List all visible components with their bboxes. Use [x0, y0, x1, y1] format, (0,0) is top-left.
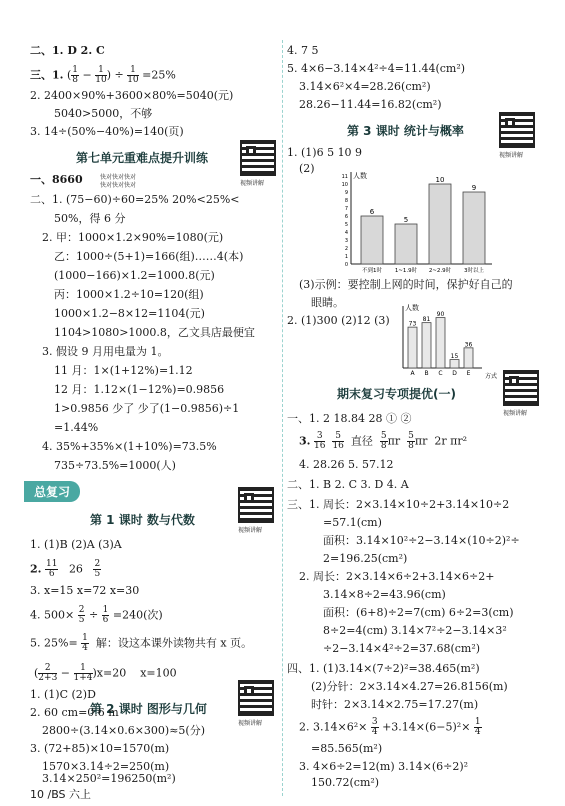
answer-line: 二、1. D 2. C	[30, 44, 105, 57]
answer-line: 面积：3.14×10²÷2−3.14×(10÷2)²÷	[323, 534, 520, 547]
chart-bar	[464, 348, 473, 368]
answer-line: 1. (1)B (2)A (3)A	[30, 538, 122, 551]
answer-line: 735÷73.5%=1000(人)	[54, 459, 176, 472]
answer-line: 面积：(6+8)÷2=7(cm) 6÷2=3(cm)	[323, 606, 514, 619]
page-footer: 10 /BS 六上	[30, 788, 92, 801]
x-tick-label: B	[424, 370, 429, 377]
answer-line: 二、1. B 2. C 3. D 4. A	[287, 478, 409, 491]
answer-line: 3. 14÷(50%−40%)=140(页)	[30, 125, 184, 138]
x-tick-label: 不到1时	[362, 268, 382, 274]
y-tick-label: 3	[344, 238, 348, 244]
answer-line: 4. 7 5	[287, 44, 319, 57]
answer-line: 5. 4×6−3.14×4²÷4=11.44(cm²)	[287, 62, 466, 75]
answer-line: =57.1(cm)	[323, 516, 382, 529]
bar-value-label: 6	[369, 208, 375, 216]
answer-line: =85.565(m²)	[311, 742, 383, 755]
answer-line: 2. $\frac{11}{6}$ 26 $\frac{2}{5}$	[30, 559, 101, 579]
bar-value-label: 73	[408, 320, 417, 328]
answer-line: 2. 甲：1000×1.2×90%=1080(元)	[42, 231, 224, 244]
bar-chart-hours	[337, 168, 497, 278]
answer-line: 2800÷(3.14×0.6×300)≈5(分)	[42, 724, 206, 737]
column-divider	[282, 40, 283, 796]
answer-line: 三、1. 周长：2×3.14×10÷2+3.14×10÷2	[287, 498, 510, 511]
bar-value-label: 9	[471, 184, 477, 192]
qr-code-icon[interactable]	[499, 112, 535, 148]
y-tick-label: 9	[344, 190, 348, 196]
y-tick-label: 8	[344, 198, 348, 204]
fraction: $\frac{1}{4}$	[474, 717, 481, 737]
fraction: $\frac{1}{10}$	[127, 65, 139, 85]
x-tick-label: 1~1.9时	[394, 268, 418, 274]
answer-line: 3. $\frac{3}{16}$ $\frac{5}{16}$ 直径 $\frac{5}{8}$ πr $\frac{5}{8}$ πr 2r πr²	[299, 431, 468, 451]
chart-bar	[450, 360, 459, 368]
answer-line: (3)示例：要控制上网的时间，保护好自己的	[299, 278, 513, 291]
y-tick-label: 11	[341, 174, 348, 180]
answer-line: 1570×3.14÷2=250(m)	[42, 760, 170, 773]
fraction: $\frac{1}{6}$	[102, 605, 109, 625]
y-tick-label: 1	[344, 254, 348, 260]
answer-line: =1.44%	[54, 421, 99, 434]
answer-line: (1000−166)×1.2=1000.8(元)	[54, 269, 215, 282]
answer-line: 50%，得 6 分	[54, 212, 126, 225]
qr-code-icon[interactable]	[240, 140, 276, 176]
bar-value-label: 5	[403, 216, 409, 224]
answer-line: 3. (72+85)×10=1570(m)	[30, 742, 170, 755]
answer-line: 4. 500× $\frac{2}{5}$ ÷ $\frac{1}{6}$ =240(次)	[30, 605, 163, 625]
section-title: 期末复习专项提优(一)	[337, 387, 456, 401]
answer-line: 5040>5000，不够	[54, 107, 153, 120]
answer-line: 2. 3.14×6²× $\frac{3}{4}$ +3.14×(6−5)²× $\frac{1}{4}$	[299, 717, 481, 737]
answer-line: 1000×1.2−8×12=1104(元)	[54, 307, 205, 320]
answer-line: ÷2−3.14×4²÷2=37.68(cm²)	[323, 642, 481, 655]
fraction: $\frac{1}{8}$	[72, 65, 79, 85]
chart-ylabel: 人数	[405, 304, 419, 312]
y-tick-label: 0	[344, 262, 348, 268]
watermark-text: 快对快对快对	[100, 174, 137, 181]
section-title: 第 1 课时 数与代数	[90, 513, 195, 527]
x-tick-label: 2~2.9时	[428, 268, 452, 274]
fraction: $\frac{1}{10}$	[95, 65, 107, 85]
answer-line: 1. (1)6 5 10 9	[287, 146, 363, 159]
y-tick-label: 6	[344, 214, 348, 220]
section-title: 第 3 课时 统计与概率	[347, 124, 464, 138]
answer-line: 8÷2=4(cm) 3.14×7²÷2−3.14×3²	[323, 624, 507, 637]
bar-value-label: 81	[422, 316, 431, 324]
y-tick-label: 5	[344, 222, 348, 228]
y-tick-label: 10	[341, 182, 348, 188]
fraction: $\frac{1}{1+4}$	[73, 663, 93, 683]
qr-code-icon[interactable]	[238, 680, 274, 716]
bar-value-label: 90	[436, 311, 445, 319]
qr-caption: 视频讲解	[499, 152, 524, 159]
chart-bar	[408, 327, 417, 368]
fraction: $\frac{2}{5}$	[94, 559, 101, 579]
answer-line: 1. (1)C (2)D	[30, 688, 96, 701]
fraction: $\frac{5}{8}$	[380, 431, 387, 451]
answer-line: 1>0.9856 少了 少了(1−0.9856)÷1	[54, 402, 240, 415]
answer-line: 3.14×8÷2=43.96(cm)	[323, 588, 446, 601]
answer-line: (2)	[299, 162, 315, 175]
answer-line: 4. 28.26 5. 57.12	[299, 458, 394, 471]
answer-line: 二、1. (75−60)÷60=25% 20%<25%<	[30, 193, 240, 206]
qr-code-icon[interactable]	[238, 487, 274, 523]
answer-line: 11 月：1×(1+12%)=1.12	[54, 364, 193, 377]
chart-bar	[422, 323, 431, 368]
fraction: $\frac{11}{6}$	[45, 559, 58, 579]
qr-code-icon[interactable]	[503, 370, 539, 406]
qr-caption: 视频讲解	[238, 720, 263, 727]
answer-line: 丙：1000×1.2÷10=120(组)	[54, 288, 204, 301]
answer-line: 2=196.25(cm²)	[323, 552, 408, 565]
fraction: $\frac{5}{16}$	[332, 431, 344, 451]
answer-line: 1104>1080>1000.8，乙文具店最便宜	[54, 326, 255, 339]
x-tick-label: D	[452, 370, 457, 377]
answer-line: 2. 周长：2×3.14×6÷2+3.14×6÷2+	[299, 570, 495, 583]
answer-line: 眼睛。	[311, 296, 344, 309]
fraction: $\frac{3}{4}$	[371, 717, 378, 737]
answer-line: 28.26−11.44=16.82(cm²)	[299, 98, 442, 111]
answer-line: 时针：2×3.14×2.75=17.27(m)	[311, 698, 479, 711]
x-tick-label: E	[466, 370, 471, 377]
fraction: $\frac{5}{8}$	[408, 431, 414, 451]
answer-line: (2)分针：2×3.14×4.27=26.8156(m)	[311, 680, 508, 693]
y-tick-label: 7	[344, 206, 348, 212]
x-tick-label: 3时以上	[464, 268, 484, 274]
answer-line: 150.72(cm²)	[311, 776, 380, 789]
section-title: 第七单元重难点提升训练	[76, 151, 209, 165]
answer-line: 3.14×250²=196250(m²)	[42, 772, 176, 785]
answer-line: 2. (1)300 (2)12 (3)	[287, 314, 390, 327]
answer-line: 四、1. (1)3.14×(7÷2)²=38.465(m²)	[287, 662, 480, 675]
chart-bar	[429, 184, 451, 264]
section-title: 第 2 课时 图形与几何	[90, 702, 207, 716]
fraction: $\frac{1}{4}$	[82, 633, 88, 653]
answer-line: 3.14×6²×4=28.26(cm²)	[299, 80, 431, 93]
x-tick-label: A	[410, 370, 415, 377]
bar-chart-methods	[397, 300, 507, 380]
answer-line: 12 月：1.12×(1−12%)=0.9856	[54, 383, 225, 396]
answer-line: 4. 35%+35%×(1+10%)=73.5%	[42, 440, 217, 453]
answer-line: 3. x=15 x=72 x=30	[30, 584, 140, 597]
answer-line: 2. 2400×90%+3600×80%=5040(元)	[30, 89, 234, 102]
x-tick-label: C	[438, 370, 443, 377]
y-tick-label: 2	[344, 246, 348, 252]
answer-line: 3. 假设 9 月用电量为 1。	[42, 345, 169, 358]
fraction: $\frac{3}{16}$	[313, 431, 326, 451]
chart-bar	[436, 318, 445, 368]
answer-line: 2. 60 cm=0.6 m	[30, 706, 119, 719]
chart-ylabel: 人数	[353, 172, 367, 180]
chart-bar	[395, 224, 417, 264]
answer-line: 三、1. ( $\frac{1}{8}$ − $\frac{1}{10}$ ) ÷ $\frac{1}{10}$ =25%	[30, 65, 176, 85]
watermark-text: 快对快对快对	[100, 182, 137, 189]
fraction: $\frac{2}{5}$	[78, 605, 85, 625]
answer-line: 一、8660	[30, 173, 83, 186]
answer-line: 5. 25%= $\frac{1}{4}$ 解：设这本课外读物共有 x 页。	[30, 633, 253, 653]
chart-bar	[361, 216, 383, 264]
y-tick-label: 4	[344, 230, 348, 236]
answer-line: ( $\frac{2}{2+3}$ − $\frac{1}{1+4}$ )x=20 x=100	[34, 663, 177, 683]
qr-caption: 视频讲解	[238, 527, 263, 534]
qr-caption: 视频讲解	[503, 410, 528, 417]
qr-caption: 视频讲解	[240, 180, 265, 187]
bar-value-label: 36	[464, 341, 473, 349]
section-banner: 总复习	[24, 481, 80, 502]
answer-line: 一、1. 2 18.84 28 ① ②	[287, 412, 412, 425]
bar-value-label: 10	[435, 176, 445, 184]
answer-line: 3. 4×6÷2=12(m) 3.14×(6÷2)²	[299, 760, 469, 773]
answer-line: 乙：1000÷(5+1)=166(组)……4(本)	[54, 250, 244, 263]
chart-bar	[463, 192, 485, 264]
chart-xlabel: 方式	[485, 373, 498, 380]
fraction: $\frac{2}{2+3}$	[38, 663, 58, 683]
bar-value-label: 15	[450, 353, 459, 361]
